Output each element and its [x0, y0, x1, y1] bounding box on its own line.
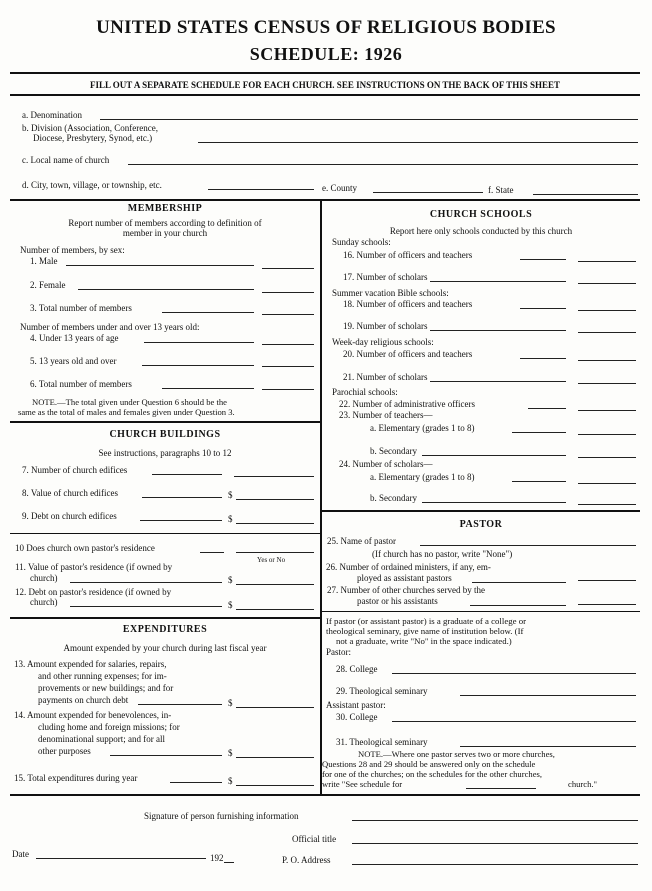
official-title-field[interactable]: [352, 843, 638, 844]
q13-dots: [138, 704, 222, 705]
county-label: e. County: [322, 183, 357, 193]
schools-title: CHURCH SCHOOLS: [429, 209, 533, 220]
q23a-label: a. Elementary (grades 1 to 8): [370, 423, 475, 433]
membership-note-cont: same as the total of males and females given under Question 3.: [18, 407, 235, 417]
year-field[interactable]: [224, 862, 234, 863]
q1-field[interactable]: [262, 268, 314, 269]
q25-note: (If church has no pastor, write "None"): [372, 549, 513, 559]
q26-label: 26. Number of ordained ministers, if any, em-: [326, 562, 491, 572]
q16-label: 16. Number of officers and teachers: [343, 250, 473, 260]
top-rule: [10, 72, 640, 74]
weekday-schools-label: Week-day religious schools:: [332, 337, 434, 347]
q6-label: 6. Total number of members: [30, 379, 132, 389]
q19-dots: [430, 330, 566, 331]
q18-field[interactable]: [578, 310, 636, 311]
q20-label: 20. Number of officers and teachers: [343, 349, 473, 359]
q5-field[interactable]: [262, 366, 314, 367]
members-by-sex-label: Number of members, by sex:: [20, 245, 125, 255]
q16-dots: [520, 259, 566, 260]
q23b-field[interactable]: [578, 457, 636, 458]
q23-label: 23. Number of teachers—: [339, 410, 433, 420]
q7-label: 7. Number of church edifices: [22, 465, 128, 475]
q22-field[interactable]: [578, 410, 636, 411]
form-subtitle: SCHEDULE: 1926: [249, 44, 403, 64]
date-field[interactable]: [36, 858, 206, 859]
q14-label-4: other purposes: [38, 746, 91, 756]
q9-label: 9. Debt on church edifices: [22, 511, 117, 521]
q13-label-1: 13. Amount expended for salaries, repairs,: [14, 659, 167, 669]
q15-field[interactable]: [236, 785, 314, 786]
graduate-instruction-cont: theological seminary, give name of institution below. (If: [326, 626, 524, 636]
q12-dollar: $: [228, 600, 233, 610]
q24a-dots: [512, 481, 566, 482]
q23a-dots: [512, 432, 566, 433]
denomination-field[interactable]: [100, 119, 638, 120]
q8-field[interactable]: [236, 499, 314, 500]
pastor-note-end: church.": [568, 779, 598, 789]
q23b-dots: [422, 455, 566, 456]
q11-label: 11. Value of pastor's residence (if owned by: [15, 562, 173, 572]
q5-dots: [142, 365, 254, 366]
q12-field[interactable]: [236, 609, 314, 610]
q19-field[interactable]: [578, 332, 636, 333]
official-title-label: Official title: [292, 834, 337, 844]
denomination-label: a. Denomination: [22, 110, 82, 120]
sunday-schools-label: Sunday schools:: [332, 237, 391, 247]
see-schedule-field[interactable]: [466, 788, 536, 789]
header-bottom-rule: [10, 199, 640, 201]
q21-label: 21. Number of scholars: [343, 372, 428, 382]
po-address-label: P. O. Address: [282, 855, 331, 865]
local-name-label: c. Local name of church: [22, 155, 110, 165]
instruction-rule: [10, 94, 640, 96]
q15-label: 15. Total expenditures during year: [14, 773, 138, 783]
q27-label-cont: pastor or his assistants: [357, 596, 438, 606]
graduate-top-rule: [320, 611, 640, 612]
q14-label-2: cluding home and foreign missions; for: [38, 722, 180, 732]
q6-dots: [162, 388, 254, 389]
q24-label: 24. Number of scholars—: [339, 459, 433, 469]
q11-field[interactable]: [236, 584, 314, 585]
q14-dots: [110, 755, 222, 756]
q12-label-cont: church): [30, 597, 58, 607]
q27-dots: [470, 605, 566, 606]
q15-dots: [170, 782, 222, 783]
schools-intro: Report here only schools conducted by this church: [389, 226, 573, 236]
division-label-cont: Diocese, Presbytery, Synod, etc.): [33, 133, 153, 143]
q23a-field[interactable]: [578, 434, 636, 435]
q2-field[interactable]: [262, 292, 314, 293]
buildings-title: CHURCH BUILDINGS: [109, 429, 221, 440]
q8-dollar: $: [228, 490, 233, 500]
assistant-subhead: Assistant pastor:: [326, 700, 386, 710]
q3-label: 3. Total number of members: [30, 303, 132, 313]
q16-field[interactable]: [578, 261, 636, 262]
division-field[interactable]: [198, 142, 638, 143]
q7-field[interactable]: [234, 476, 314, 477]
graduate-instruction: If pastor (or assistant pastor) is a graduate of a college or: [326, 616, 527, 626]
state-field[interactable]: [533, 194, 638, 195]
yes-or-no-hint: Yes or No: [257, 556, 286, 564]
q10-label: 10 Does church own pastor's residence: [15, 543, 155, 553]
date-label: Date: [12, 849, 29, 859]
q28-label: 28. College: [336, 664, 378, 674]
signature-label: Signature of person furnishing information: [144, 811, 299, 821]
q13-label-4: payments on church debt: [38, 695, 129, 705]
expenditures-intro: Amount expended by your church during last fiscal year: [63, 643, 267, 653]
q10-dots: [200, 552, 224, 553]
q7-dots: [152, 474, 222, 475]
q4-dots: [144, 342, 254, 343]
q1-dots: [66, 265, 254, 266]
q26-field[interactable]: [578, 580, 636, 581]
q17-label: 17. Number of scholars: [343, 272, 428, 282]
local-name-field[interactable]: [128, 164, 638, 165]
q9-dots: [140, 520, 222, 521]
buildings-intro: See instructions, paragraphs 10 to 12: [98, 448, 232, 458]
q19-label: 19. Number of scholars: [343, 321, 428, 331]
division-label: b. Division (Association, Conference,: [22, 123, 158, 133]
q18-label: 18. Number of officers and teachers: [343, 299, 473, 309]
q13-label-3: provements or new buildings; and for: [38, 683, 174, 693]
q24a-label: a. Elementary (grades 1 to 8): [370, 472, 475, 482]
q4-field[interactable]: [262, 344, 314, 345]
q22-dots: [528, 408, 566, 409]
expenditures-top-rule: [10, 617, 320, 619]
q11-dollar: $: [228, 575, 233, 585]
q3-dots: [162, 312, 254, 313]
q24a-field[interactable]: [578, 483, 636, 484]
q26-label-cont: ployed as assistant pastors: [357, 573, 452, 583]
q13-dollar: $: [228, 698, 233, 708]
q2-label: 2. Female: [30, 280, 66, 290]
pastor-note-3: for one of the churches; on the schedules for the other churches,: [322, 769, 543, 779]
pastor-note-4: write "See schedule for: [322, 779, 403, 789]
q18-dots: [520, 308, 566, 309]
membership-intro-cont: member in your church: [122, 228, 208, 238]
q14-label-3: denominational support; and for all: [38, 734, 165, 744]
buildings-top-rule: [10, 421, 320, 423]
q15-dollar: $: [228, 776, 233, 786]
q25-label: 25. Name of pastor: [327, 536, 396, 546]
q11-label-cont: church): [30, 573, 58, 583]
year-prefix: 192: [210, 853, 224, 863]
county-field[interactable]: [373, 192, 483, 193]
q30-field[interactable]: [392, 721, 636, 722]
q25-field[interactable]: [420, 545, 636, 546]
graduate-instruction-end: not a graduate, write "No" in the space indicated.): [336, 636, 512, 646]
q31-label: 31. Theological seminary: [336, 737, 428, 747]
q10-field[interactable]: [236, 552, 314, 553]
q31-field[interactable]: [460, 746, 636, 747]
state-label: f. State: [488, 185, 514, 195]
pastor-title: PASTOR: [459, 519, 503, 530]
membership-title: MEMBERSHIP: [127, 203, 203, 214]
pastor-subhead: Pastor:: [326, 647, 352, 657]
q22-label: 22. Number of administrative officers: [339, 399, 476, 409]
members-by-age-label: Number of members under and over 13 years old:: [20, 322, 200, 332]
pastor-note-1: NOTE.—Where one pastor serves two or more churches,: [358, 749, 555, 759]
q26-dots: [472, 582, 566, 583]
city-label: d. City, town, village, or township, etc.: [22, 180, 162, 190]
membership-note: NOTE.—The total given under Question 6 should be the: [32, 397, 227, 407]
q12-label: 12. Debt on pastor's residence (if owned by: [15, 587, 172, 597]
bottom-rule: [10, 794, 640, 796]
q21-dots: [430, 381, 566, 382]
q17-dots: [430, 281, 566, 282]
q2-dots: [78, 289, 254, 290]
q1-label: 1. Male: [30, 256, 58, 266]
po-address-field[interactable]: [352, 864, 638, 865]
signature-field[interactable]: [352, 820, 638, 821]
q27-field[interactable]: [578, 604, 636, 605]
summer-schools-label: Summer vacation Bible schools:: [332, 288, 449, 298]
q14-dollar: $: [228, 748, 233, 758]
q8-label: 8. Value of church edifices: [22, 488, 119, 498]
q29-label: 29. Theological seminary: [336, 686, 428, 696]
q14-label-1: 14. Amount expended for benevolences, in-: [14, 710, 172, 720]
q9-field[interactable]: [236, 523, 314, 524]
membership-intro: Report number of members according to definition of: [68, 218, 262, 228]
q8-dots: [142, 497, 222, 498]
q11-dots: [70, 582, 222, 583]
pastor-note-2: Questions 28 and 29 should be answered only on the schedule: [322, 759, 536, 769]
q24b-label: b. Secondary: [370, 493, 417, 503]
q6-field[interactable]: [262, 389, 314, 390]
center-divider: [320, 199, 322, 794]
q20-field[interactable]: [578, 360, 636, 361]
q14-field[interactable]: [236, 757, 314, 758]
q3-field[interactable]: [262, 314, 314, 315]
q9-dollar: $: [228, 514, 233, 524]
parochial-schools-label: Parochial schools:: [332, 387, 398, 397]
q23b-label: b. Secondary: [370, 446, 417, 456]
q24b-dots: [422, 502, 566, 503]
q28-field[interactable]: [392, 673, 636, 674]
q29-field[interactable]: [460, 695, 636, 696]
q30-label: 30. College: [336, 712, 378, 722]
q24b-field[interactable]: [578, 504, 636, 505]
separate-schedule-instruction: FILL OUT A SEPARATE SCHEDULE FOR EACH CHURCH. SEE INSTRUCTIONS ON THE BACK OF THIS SHEET: [90, 80, 560, 90]
q13-field[interactable]: [236, 707, 314, 708]
q4-label: 4. Under 13 years of age: [30, 333, 119, 343]
q17-field[interactable]: [578, 283, 636, 284]
city-field[interactable]: [208, 189, 314, 190]
q20-dots: [520, 358, 566, 359]
q13-label-2: and other running expenses; for im-: [38, 671, 167, 681]
expenditures-title: EXPENDITURES: [122, 624, 208, 635]
q27-label: 27. Number of other churches served by the: [327, 585, 485, 595]
buildings-mid-rule: [10, 533, 320, 534]
form-title: UNITED STATES CENSUS OF RELIGIOUS BODIES: [96, 17, 556, 38]
q21-field[interactable]: [578, 383, 636, 384]
q5-label: 5. 13 years old and over: [30, 356, 117, 366]
pastor-top-rule: [320, 510, 640, 512]
q12-dots: [70, 606, 222, 607]
